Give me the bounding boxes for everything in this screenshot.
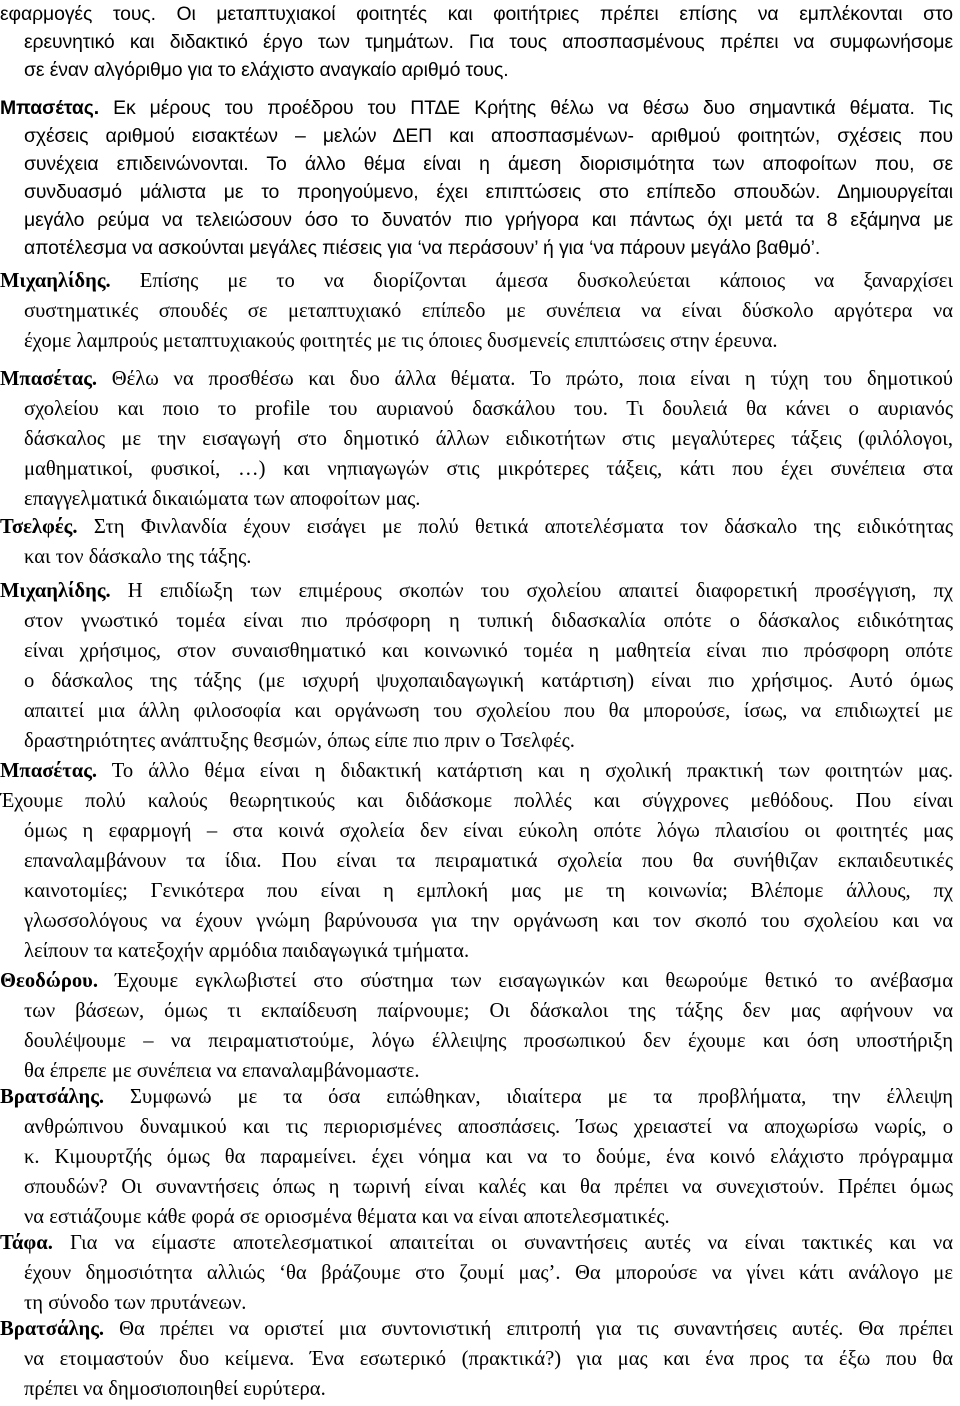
text-line: μαθηματικοί, φυσικοί, …) και νηπιαγωγών στις μικρότερες τάξεις, κάτι που έχει συνέπεια στα bbox=[24, 458, 953, 480]
speaker-name: Θεοδώρου. bbox=[0, 970, 99, 992]
text-line: απαιτεί μια άλλη φιλοσοφία και οργάνωση του σχολείου που θα μπορούσε, ίσως, να επιδιωχτεί με bbox=[24, 700, 953, 722]
paragraph-theodorou bbox=[0, 966, 953, 1086]
paragraph-basetas-1 bbox=[0, 94, 953, 262]
text-line: έχουν δημοσιότητα αλλιώς ‘θα βράζουμε στο ζουμί μας’. Θα μπορούσε να γίνει κάτι ανάλογο με bbox=[24, 1262, 953, 1284]
text-line: ανθρώπινου δυναμικού και τις περιορισμένες αποσπάσεις. Ίσως χρειαστεί να αποχωρίσω νωρίς, ο bbox=[24, 1116, 953, 1138]
text-line: δουλέψουμε – να πειραματιστούμε, λόγω έλλειψης προσωπικού δεν έχουμε και όση υποστήριξη bbox=[24, 1030, 953, 1052]
paragraph-lead: Η επιδίωξη των επιμέρους σκοπών του σχολείου απαιτεί διαφορετική προσέγγιση, πχ bbox=[110, 580, 953, 602]
paragraph-tafa bbox=[0, 1228, 953, 1318]
paragraph-lead: Θέλω να προσθέσω και δυο άλλα θέματα. Το πρώτο, ποια είναι η τύχη του δημοτικού bbox=[97, 368, 953, 390]
text-line: συνέχεια επιδεινώνονται. Το άλλο θέμα είναι η άμεση διορισιμότητα των αποφοίτων που, σε bbox=[24, 153, 953, 175]
text-line: γλωσσολόγους να έχουν γνώμη βαρύνουσα για την οργάνωση και τον σκοπό του σχολείου και να bbox=[24, 910, 953, 932]
speaker-name: Βρατσάλης. bbox=[0, 1318, 105, 1340]
text-line: ερευνητικό και διδακτικό έργο των τμημάτων. Για τους αποσπασμένους πρέπει να συμφωνήσομε bbox=[24, 31, 953, 53]
paragraph-lead: Επίσης με το να διορίζονται άμεσα δυσκολεύεται κάποιος να ξαναρχίσει bbox=[110, 270, 953, 292]
text-line bbox=[0, 1314, 953, 1344]
text-line bbox=[0, 364, 953, 394]
text-line: καινοτομίες; Γενικότερα που είναι η εμπλοκή μας με τη κοινωνία; Βλέπομε άλλους, πχ bbox=[24, 880, 953, 902]
text-line: επαναλαμβάνουν τα ίδια. Που είναι τα πειραματικά σχολεία που θα συνήθιζαν εκπαιδευτικές bbox=[24, 850, 953, 872]
text-line bbox=[0, 756, 953, 786]
text-line: δραστηριότητες ανάπτυξης θεσμών, όπως είπε πιο πριν ο Τσελφές. bbox=[24, 730, 575, 752]
speaker-name: Μπασέτας. bbox=[0, 97, 99, 119]
text-line bbox=[0, 1082, 953, 1112]
text-line: στον γνωστικό τομέα είναι πιο πρόσφορη η τυπική διδασκαλία οπότε ο δάσκαλος ειδικότητας bbox=[24, 610, 953, 632]
paragraph-vratsalis-1 bbox=[0, 1082, 953, 1232]
speaker-name: Τάφα. bbox=[0, 1232, 53, 1254]
text-line: Έχουμε πολύ καλούς θεωρητικούς και διδάσκομε πολλές και σύγχρονες μεθόδους. Που είναι bbox=[0, 790, 953, 812]
text-line: δάσκαλος με την εισαγωγή στο δημοτικό άλλων ειδικοτήτων στις μεγαλύτερες τάξεις (φιλόλογοι, bbox=[24, 428, 953, 450]
text-line: αποτέλεσμα να ασκούνται μεγάλες πιέσεις για ‘να περάσουν’ ή για ‘να πάρουν μεγάλο βαθμό’. bbox=[24, 237, 821, 259]
speaker-name: Μπασέτας. bbox=[0, 368, 98, 390]
paragraph-lead: Το άλλο θέμα είναι η διδακτική κατάρτιση και η σχολική πρακτική των φοιτητών μας. bbox=[97, 760, 953, 782]
text-line bbox=[0, 576, 953, 606]
paragraph-lead: Στη Φινλανδία έχουν εισάγει με πολύ θετικά αποτελέσματα τον δάσκαλο της ειδικότητας bbox=[77, 516, 953, 538]
text-line: όμως η εφαρμογή – στα κοινά σχολεία δεν είναι εύκολη οπότε λόγω πλαισίου οι φοιτητές μας bbox=[24, 820, 953, 842]
paragraph-basetas-3 bbox=[0, 756, 953, 966]
text-line: συνδυασμό μάλιστα με το προηγούμενο, έχει επιπτώσεις στο επίπεδο σπουδών. Δημιουργείται bbox=[24, 181, 953, 203]
text-line bbox=[0, 512, 953, 542]
speaker-name: Βρατσάλης. bbox=[0, 1086, 105, 1108]
text-line bbox=[0, 94, 953, 122]
text-line: να εστιάζουμε κάθε φορά σε οριοσμένα θέματα και να είναι αποτελεσματικές. bbox=[24, 1206, 670, 1228]
paragraph-vratsalis-2 bbox=[0, 1314, 953, 1404]
text-line: λείπουν τα κατεξοχήν αρμόδια παιδαγωγικά τμήματα. bbox=[24, 940, 470, 962]
text-line bbox=[0, 1228, 953, 1258]
text-line: κ. Κιμουρτζής όμως θα παραμείνει. έχει νόημα και να το δούμε, ένα κοινό ελάχιστο πρόγραμμα bbox=[24, 1146, 953, 1168]
text-line: εφαρμογές τους. Οι μεταπτυχιακοί φοιτητές και φοιτήτριες πρέπει επίσης να εμπλέκονται στο bbox=[0, 3, 953, 25]
text-line: είναι χρήσιμος, στον συναισθηματικό και κοινωνικό τομέα η μαθητεία είναι πιο πρόσφορη οπότε bbox=[24, 640, 953, 662]
paragraph-lead: Έχουμε εγκλωβιστεί στο σύστημα των εισαγωγικών και θεωρούμε θετικό το ανέβασμα bbox=[98, 970, 953, 992]
text-line: και τον δάσκαλο της τάξης. bbox=[24, 546, 252, 568]
text-line: έχομε λαμπρούς μεταπτυχιακούς φοιτητές με τις όποιες δυσμενείς επιπτώσεις στην έρευνα. bbox=[24, 330, 778, 352]
text-line: πρέπει να δημοσιοποιηθεί ευρύτερα. bbox=[24, 1378, 326, 1400]
text-line: σε έναν αλγόριθμο για το ελάχιστο αναγκαίο αριθμό τους. bbox=[24, 59, 509, 81]
text-line: μεγάλο ρεύμα να τελειώσουν όσο το δυνατόν πιο γρήγορα και πάντως όχι μετά τα 8 εξάμηνα με bbox=[24, 209, 953, 231]
paragraph-lead: Για να είμαστε αποτελεσματικοί απαιτείται οι συναντήσεις αυτές να είναι τακτικές και να bbox=[52, 1232, 953, 1254]
paragraph-lead: Εκ μέρους του προέδρου του ΠΤΔΕ Κρήτης θέλω να θέσω δυο σημαντικά θέματα. Τις bbox=[99, 97, 953, 119]
text-line bbox=[0, 266, 953, 296]
text-line: ο δάσκαλος της τάξης (με ισχυρή ψυχοπαιδαγωγική κατάρτιση) είναι πιο χρήσιμος. Αυτό όμως bbox=[24, 670, 953, 692]
speaker-name: Μιχαηλίδης. bbox=[0, 270, 111, 292]
paragraph-michailidis-1 bbox=[0, 266, 953, 356]
paragraph-intro bbox=[0, 0, 953, 84]
text-line: να ετοιμαστούν δυο κείμενα. Ένα εσωτερικό (πρακτικά?) για μας και ένα προς τα έξω που θα bbox=[24, 1348, 953, 1370]
text-line: των βάσεων, όμως τι εκπαίδευση παίρνουμε; Οι δάσκαλοι της τάξης δεν μας αφήνουν να bbox=[24, 1000, 953, 1022]
speaker-name: Μπασέτας. bbox=[0, 760, 98, 782]
paragraph-michailidis-2 bbox=[0, 576, 953, 756]
text-line: επαγγελματικά δικαιώματα των αποφοίτων μας. bbox=[24, 488, 421, 510]
paragraph-basetas-2 bbox=[0, 364, 953, 514]
text-line: σχέσεις αριθμού εισακτέων – μελών ΔΕΠ και αποσπασμένων- αριθμού φοιτητών, σχέσεις που bbox=[24, 125, 953, 147]
text-line: σπουδών? Οι συναντήσεις όπως η τωρινή είναι καλές και θα πρέπει να συνεχιστούν. Πρέπει όμως bbox=[24, 1176, 953, 1198]
paragraph-lead: Συμφωνώ με τα όσα ειπώθηκαν, ιδιαίτερα με τα προβλήματα, την έλλειψη bbox=[104, 1086, 953, 1108]
paragraph-lead: Θα πρέπει να οριστεί μια συντονιστική επιτροπή για τις συναντήσεις αυτές. Θα πρέπει bbox=[104, 1318, 953, 1340]
text-line: σχολείου και ποιο το profile του αυριανού δασκάλου του. Τι δουλειά θα κάνει ο αυριανός bbox=[24, 398, 953, 420]
text-line: θα έπρεπε με συνέπεια να επαναλαμβάνομαστε. bbox=[24, 1060, 420, 1082]
text-line: συστηματικές σπουδές σε μεταπτυχιακό επίπεδο με συνέπεια να είναι δύσκολο αργότερα να bbox=[24, 300, 953, 322]
speaker-name: Μιχαηλίδης. bbox=[0, 580, 111, 602]
text-line: τη σύνοδο των πρυτάνεων. bbox=[24, 1292, 247, 1314]
speaker-name: Τσελφές. bbox=[0, 516, 78, 538]
paragraph-tselfes bbox=[0, 512, 953, 572]
text-line bbox=[0, 966, 953, 996]
